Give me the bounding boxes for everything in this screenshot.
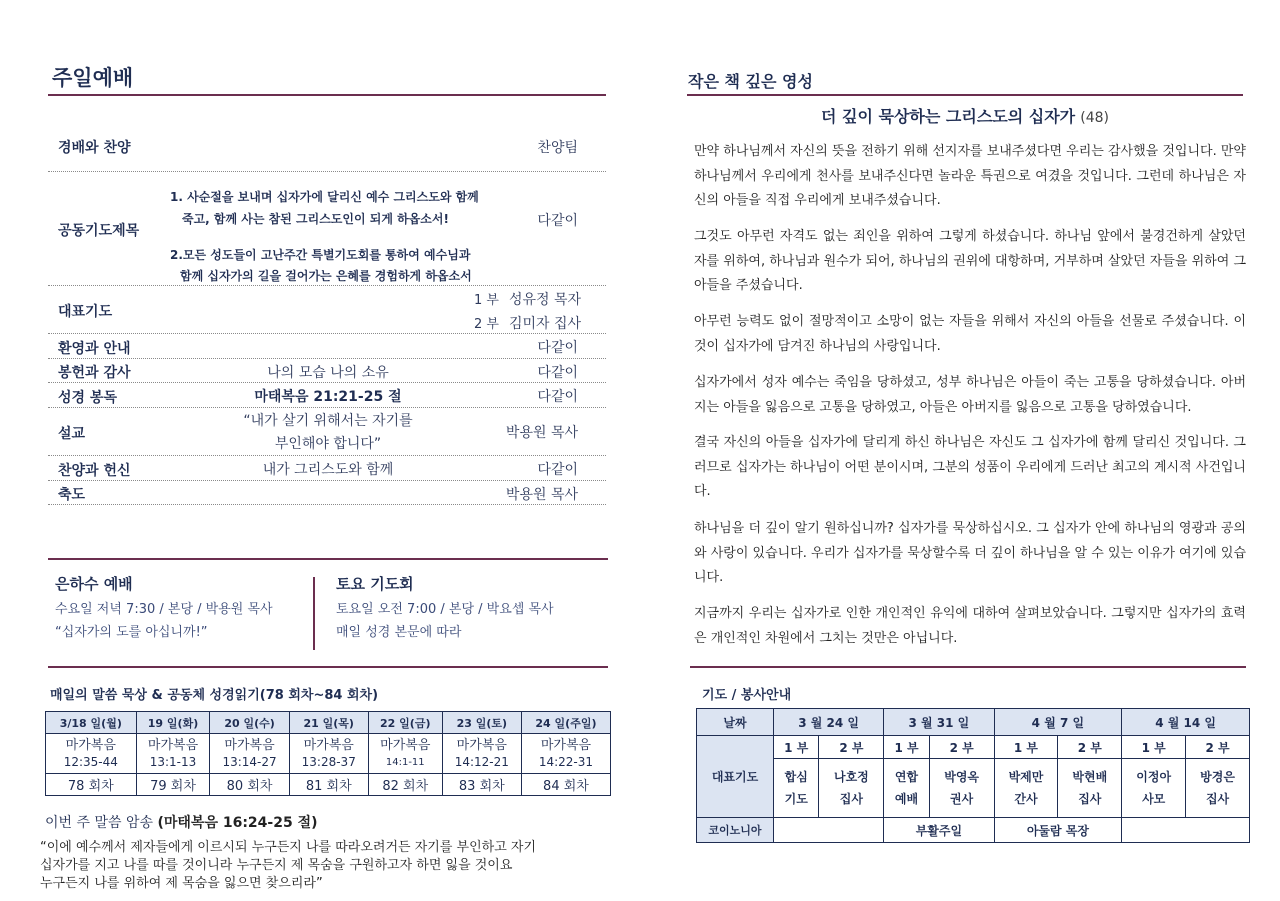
service-part-7: 2 부 [1186, 736, 1250, 759]
order-praise-label: 경배와 찬양 [58, 140, 131, 156]
reading-ref-3: 13:28-37 [301, 754, 356, 769]
order-response-label: 찬양과 헌신 [58, 463, 131, 479]
article-paragraph-5: 결국 자신의 아들을 십자가에 달리게 하신 하나님은 자신도 그 십자가에 함께 달리신 것입니다. 그러므로 십자가는 하나님이 어떤 분이시며, 그분의 성품이 우리에게 드러난 최고의 계시적 사건입니다. [694, 435, 1246, 499]
article-paragraph-7: 지금까지 우리는 십자가로 인한 개인적인 유익에 대하여 살펴보았습니다. 그렇지만 십자가의 효력은 개인적인 차원에서 그치는 것만은 아닙니다. [694, 606, 1246, 646]
order-offering [48, 359, 606, 383]
memory-verse-line3: 누구든지 나를 위하여 제 목숨을 잃으면 찾으리라” [40, 876, 323, 891]
reading-count-4: 82 회차 [368, 774, 442, 796]
reading-book-4: 마가복음 [380, 737, 431, 753]
reading-ref-5: 14:12-21 [454, 754, 509, 769]
order-welcome-label: 환영과 안내 [58, 341, 131, 357]
prayer-cell-3 [929, 759, 994, 818]
order-reading [48, 383, 606, 408]
memory-verse-line1: “이에 예수께서 제자들에게 이르시되 누구든지 나를 따라오려거든 자기를 부인하고 자기 [40, 840, 537, 855]
sermon-title-line2: 부인해야 합니다” [274, 436, 382, 452]
order-common-prayer-label: 공동기도제목 [58, 223, 140, 239]
order-reading-leader: 다같이 [537, 389, 578, 405]
reading-day-5: 23 일(토) [442, 712, 521, 734]
service-table [696, 708, 1250, 843]
memory-verse-title: 이번 주 말씀 암송 [45, 815, 154, 831]
reading-ref-1: 13:1-13 [149, 754, 197, 769]
reading-book-0: 마가복음 [65, 737, 116, 753]
prayer-name-1: 나호정 [833, 770, 869, 784]
prayer-cell-0 [774, 759, 819, 818]
service-date-1: 3 월 31 일 [884, 709, 994, 736]
order-welcome-leader: 다같이 [537, 340, 578, 356]
koinonia-3 [1122, 818, 1250, 843]
midweek-bottom-rule [48, 666, 608, 668]
service-title: 기도 / 봉사안내 [702, 688, 792, 703]
rep-prayer-s1-label: 1 부 [474, 293, 499, 308]
reading-day-0: 3/18 일(월) [46, 712, 137, 734]
order-welcome [48, 334, 606, 359]
prayer-cell-5 [1058, 759, 1122, 818]
article-paragraph-1: 만약 하나님께서 자신의 뜻을 전하기 위해 선지자를 보내주셨다면 우리는 감사했을 것입니다. 만약 하나님께서 우리에게 천사를 보내주신다면 놀라운 특권으로 여겼을 것입니다. 그런데 하나님은 자신의 아들을 직접 우리에게 보내주셨습니다. [694, 144, 1246, 208]
reading-book-5: 마가복음 [456, 737, 507, 753]
article-title-wrap [687, 104, 1243, 127]
sermon-title-line1: “내가 살기 위해서는 자기를 [243, 413, 413, 429]
common-prayer-item-2a: 2.모든 성도들이 고난주간 특별기도회를 통하여 예수님과 [170, 248, 471, 262]
koinonia-2: 아둘람 목장 [994, 818, 1122, 843]
midweek-top-rule [48, 558, 608, 560]
order-offering-label: 봉헌과 감사 [58, 365, 131, 381]
memory-verse-heading [45, 812, 318, 832]
order-response-leader: 다같이 [537, 462, 578, 478]
reading-ref-4: 14:1-11 [385, 756, 425, 768]
prayer-name-3: 박영옥 [944, 770, 980, 784]
reading-count-0: 78 회차 [46, 774, 137, 796]
reading-day-1: 19 일(화) [136, 712, 210, 734]
prayer-cell-4 [994, 759, 1058, 818]
order-rep-prayer-label: 대표기도 [58, 304, 113, 320]
midweek-divider [313, 577, 315, 650]
reading-book-1: 마가복음 [147, 737, 199, 753]
reading-ref-6: 14:22-31 [538, 754, 594, 769]
service-date-2: 4 월 7 일 [994, 709, 1122, 736]
prayer-name-6: 이정아 [1136, 770, 1172, 784]
service-date-0: 3 월 24 일 [774, 709, 884, 736]
article-paragraph-2: 그것도 아무런 자격도 없는 죄인을 위하여 그렇게 하셨습니다. 하나님 앞에서 불경건하게 살았던 자를 위하여, 하나님과 원수가 되어, 하나님의 권위에 대항하며, 거부하며 살았던 자들을 위하여 그 아들을 주셨습니다. [694, 229, 1246, 293]
order-offering-leader: 다같이 [537, 365, 578, 381]
service-part-5: 2 부 [1058, 736, 1122, 759]
order-rep-prayer [48, 286, 606, 334]
rep-prayer-s2-name: 김미자 집사 [509, 316, 582, 332]
wednesday-line1: 수요일 저녁 7:30 / 본당 / 박용원 목사 [55, 602, 273, 617]
memory-verse-line2: 십자가를 지고 나를 따를 것이니라 누구든지 제 목숨을 구원하고자 하면 잃을 것이요 [40, 858, 513, 873]
worship-title-rule [48, 94, 606, 96]
rep-prayer-s2-label: 2 부 [474, 317, 499, 332]
koinonia-1: 부활주일 [884, 818, 994, 843]
order-common-prayer-leader: 다같이 [537, 213, 578, 229]
service-top-rule [690, 666, 1246, 668]
prayer-cell-6 [1122, 759, 1186, 818]
reading-day-6: 24 일(주일) [521, 712, 610, 734]
reading-cell-5 [442, 734, 521, 774]
order-sermon-label: 설교 [58, 426, 86, 442]
order-benediction-label: 축도 [58, 487, 86, 503]
reading-count-3: 81 회차 [289, 774, 368, 796]
koinonia-0 [774, 818, 884, 843]
order-response [48, 456, 606, 481]
saturday-line2: 매일 성경 본문에 따라 [336, 625, 462, 640]
reading-count-2: 80 회차 [210, 774, 289, 796]
reading-count-5: 83 회차 [442, 774, 521, 796]
service-row-prayer: 대표기도 [697, 736, 774, 818]
article-paragraph-4: 십자가에서 성자 예수는 죽임을 당하셨고, 성부 하나님은 아들이 죽는 고통을 당하셨습니다. 아버지는 아들을 잃음으로 고통을 당하였고, 아들은 아버지를 잃음으로 고통을 당하였습니다. [694, 375, 1246, 415]
service-part-3: 2 부 [929, 736, 994, 759]
devotional-title-rule [687, 94, 1243, 96]
memory-verse-ref: (마태복음 16:24-25 절) [157, 815, 318, 831]
order-sermon-leader: 박용원 목사 [505, 425, 578, 441]
reading-cell-1 [136, 734, 210, 774]
order-reading-label: 성경 봉독 [58, 390, 117, 406]
prayer-cell-2 [884, 759, 929, 818]
article-title: 더 깊이 묵상하는 그리스도의 십자가 [821, 107, 1076, 126]
reading-passage: 마태복음 21:21-25 절 [254, 389, 402, 405]
reading-count-6: 84 회차 [521, 774, 610, 796]
reading-book-3: 마가복음 [303, 737, 354, 753]
reading-plan-title: 매일의 말씀 묵상 & 공동체 성경읽기(78 회차~84 회차) [50, 688, 379, 703]
reading-ref-2: 13:14-27 [222, 754, 277, 769]
service-part-6: 1 부 [1122, 736, 1186, 759]
wednesday-title: 은하수 예배 [55, 575, 133, 593]
prayer-role-0: 기도 [784, 792, 808, 806]
reading-cell-0 [46, 734, 137, 774]
saturday-line1: 토요일 오전 7:00 / 본당 / 박요셉 목사 [336, 602, 554, 617]
worship-title: 주일예배 [52, 66, 134, 90]
reading-count-1: 79 회차 [136, 774, 210, 796]
rep-prayer-s1-name: 성유정 목자 [509, 292, 582, 308]
reading-day-3: 21 일(목) [289, 712, 368, 734]
common-prayer-item-1b: 죽고, 함께 사는 참된 그리스도인이 되게 하옵소서! [182, 212, 449, 226]
service-part-4: 1 부 [994, 736, 1058, 759]
devotional-section-title: 작은 책 깊은 영성 [688, 72, 813, 91]
reading-plan-table [45, 711, 611, 796]
prayer-cell-1 [819, 759, 884, 818]
wednesday-line2: “십자가의 도를 아십니까!” [55, 625, 208, 640]
article-paragraph-3: 아무런 능력도 없이 절망적이고 소망이 없는 자들을 위해서 자신의 아들을 선물로 주셨습니다. 이것이 십자가에 담겨진 하나님의 사랑입니다. [694, 314, 1246, 354]
reading-book-2: 마가복음 [224, 737, 275, 753]
prayer-name-0: 합심 [784, 770, 808, 784]
prayer-name-5: 박현배 [1072, 770, 1108, 784]
article-number: (48) [1080, 110, 1109, 126]
service-part-2: 1 부 [884, 736, 929, 759]
reading-cell-6 [521, 734, 610, 774]
reading-day-4: 22 일(금) [368, 712, 442, 734]
prayer-role-2: 예배 [894, 792, 919, 806]
order-benediction-leader: 박용원 목사 [505, 487, 578, 503]
service-part-1: 2 부 [819, 736, 884, 759]
response-song: 내가 그리스도와 함께 [262, 462, 394, 478]
prayer-role-3: 권사 [950, 792, 974, 806]
prayer-name-2: 연합 [894, 770, 919, 784]
order-benediction [48, 481, 606, 505]
service-date-3: 4 월 14 일 [1122, 709, 1250, 736]
order-sermon [48, 408, 606, 456]
reading-ref-0: 12:35-44 [63, 754, 118, 769]
order-common-prayer [48, 172, 606, 286]
service-date-header: 날짜 [697, 709, 774, 736]
prayer-role-6: 사모 [1142, 792, 1166, 806]
common-prayer-item-1a: 1. 사순절을 보내며 십자가에 달리신 예수 그리스도와 함께 [170, 190, 479, 204]
prayer-role-7: 집사 [1205, 792, 1230, 806]
service-row-koinonia: 코이노니아 [697, 818, 774, 843]
reading-day-2: 20 일(수) [210, 712, 289, 734]
prayer-role-5: 집사 [1078, 792, 1102, 806]
prayer-name-7: 방경은 [1200, 770, 1235, 784]
offering-song: 나의 모습 나의 소유 [267, 365, 389, 381]
common-prayer-item-2b: 함께 십자가의 길을 걸어가는 은혜를 경험하게 하옵소서 [180, 269, 472, 283]
reading-cell-2 [210, 734, 289, 774]
prayer-cell-7 [1186, 759, 1250, 818]
prayer-name-4: 박제만 [1008, 770, 1044, 784]
saturday-title: 토요 기도회 [336, 575, 414, 593]
prayer-role-1: 집사 [839, 792, 863, 806]
reading-book-6: 마가복음 [540, 737, 592, 753]
order-praise [48, 130, 606, 172]
prayer-role-4: 간사 [1014, 792, 1038, 806]
service-part-0: 1 부 [774, 736, 819, 759]
article-paragraph-6: 하나님을 더 깊이 알기 원하십니까? 십자가를 묵상하십시오. 그 십자가 안에 하나님의 영광과 공의와 사랑이 있습니다. 우리가 십자가를 묵상할수록 더 깊이 하나님을 알 수 있는 이유가 여기에 있습니다. [694, 521, 1246, 585]
order-praise-leader: 찬양팀 [537, 140, 578, 156]
reading-cell-3 [289, 734, 368, 774]
reading-cell-4 [368, 734, 442, 774]
